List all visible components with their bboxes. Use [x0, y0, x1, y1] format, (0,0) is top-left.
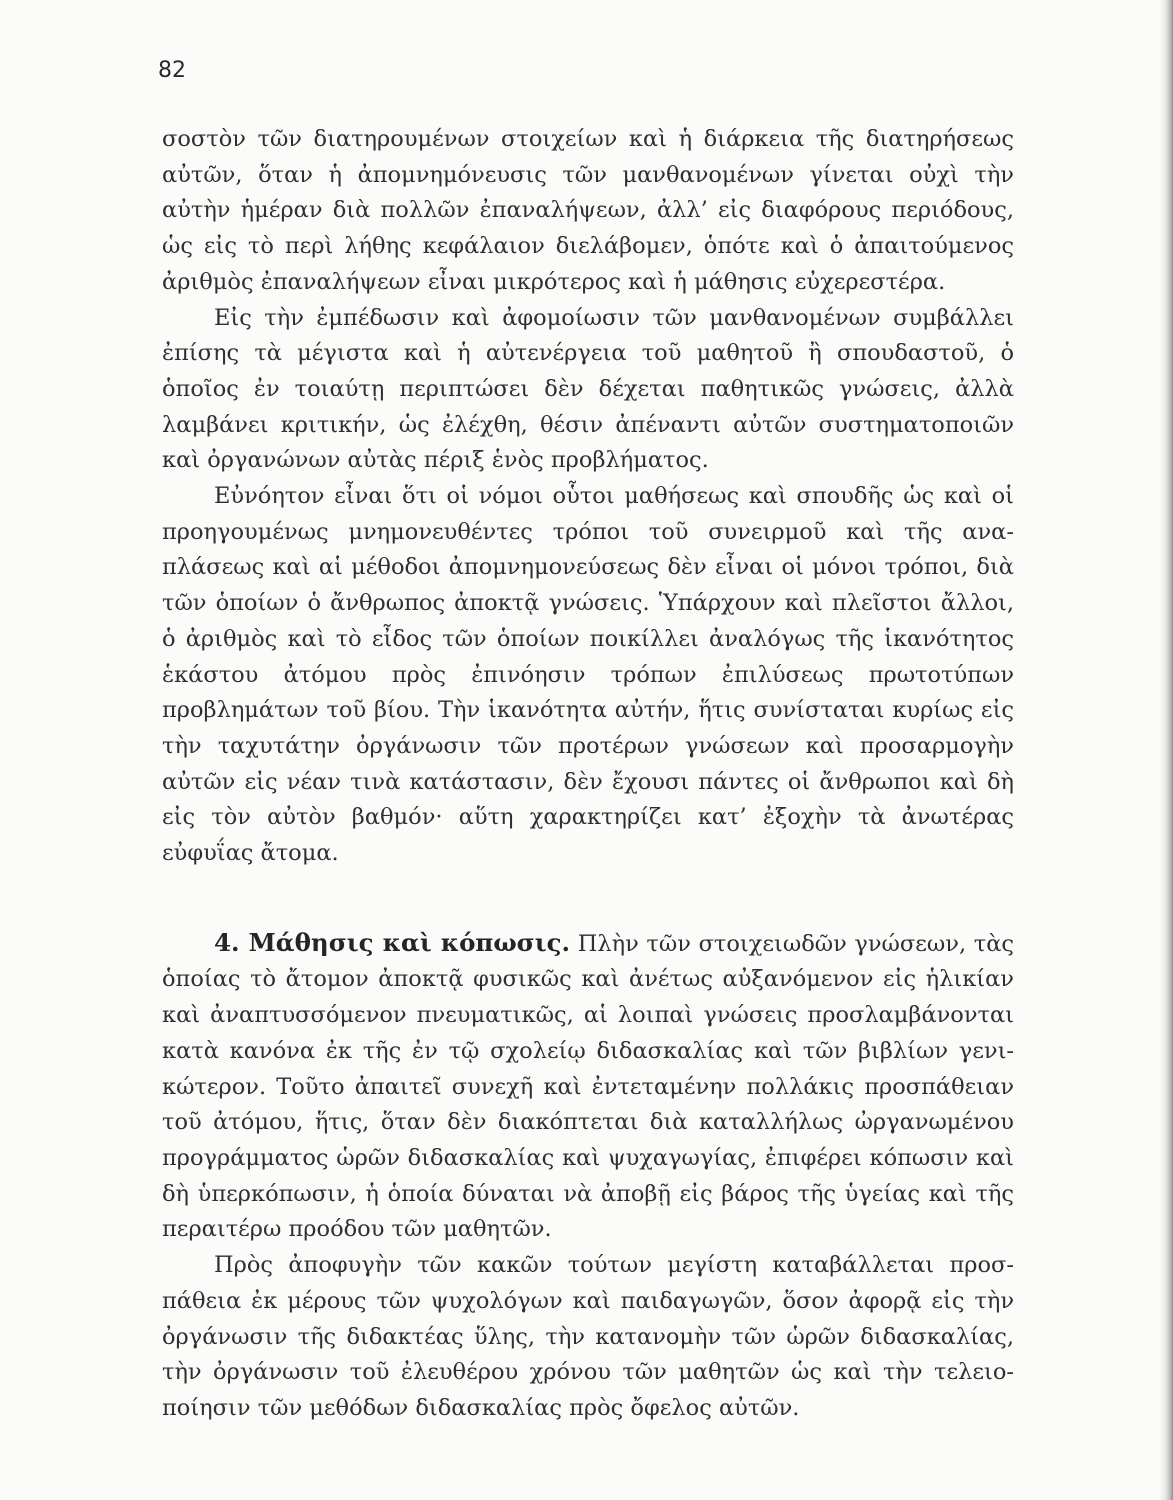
page-body	[162, 122, 1014, 1427]
paragraph-continuation: σοστὸν τῶν διατηρουμένων στοιχείων καὶ ἡ διάρκεια τῆς διατηρήσεως αὐτῶν, ὅταν ἡ ἀπομνημόνευσις τῶν μανθανομένων γίνεται οὐχὶ τὴν αὐτὴν ἡμέραν διὰ πολλῶν ἐπαναλήψεων, ἀλλ’ εἰς διαφόρους περιόδους, ὡς εἰς τὸ περὶ λήθης κεφάλαιον διελάβομεν, ὁπότε καὶ ὁ ἀπαιτούμενος ἀριθμὸς ἐπαναλήψεων εἶναι μικρότερος καὶ ἡ μάθησις εὐχερεστέρα.	[162, 126, 1014, 295]
page-edge-shadow	[1159, 0, 1173, 1500]
section-4-text: Πλὴν τῶν στοιχειωδῶν γνώσεων, τὰς ὁποίας τὸ ἄτομον ἀποκτᾷ φυσικῶς καὶ ἀνέτως αὐξανόμενον εἰς ἡλικίαν καὶ ἀναπτυσσόμενον πνευματικῶς, αἱ λοιπαὶ γνώσεις προσλαμβάνονται κατὰ κανόνα ἐκ τῆς ἐν τῷ σχολείῳ διδασκαλίας καὶ τῶν βιβλίων γενικώτερον. Τοῦτο ἀπαιτεῖ συνεχῆ καὶ ἐντεταμένην πολλάκις προσπάθειαν τοῦ ἀτόμου, ἥτις, ὅταν δὲν διακόπτεται διὰ καταλλήλως ὠργανωμένου προγράμματος ὡρῶν διδασκαλίας καὶ ψυχαγωγίας, ἐπιφέρει κόπωσιν καὶ δὴ ὑπερκόπωσιν, ἡ ὁποία δύναται νὰ ἀποβῇ εἰς βάρος τῆς ὑγείας καὶ τῆς περαιτέρω προόδου τῶν μαθητῶν.	[162, 930, 1014, 1243]
section-heading: 4. Μάθησις καὶ κόπωσις.	[214, 927, 571, 957]
paragraph-other-ways: Εὐνόητον εἶναι ὅτι οἱ νόμοι οὗτοι μαθήσεως καὶ σπουδῆς ὡς καὶ οἱ προηγουμένως μνημονευθέντες τρόποι τοῦ συνειρμοῦ καὶ τῆς αναπλάσεως καὶ αἱ μέθοδοι ἀπομνημονεύσεως δὲν εἶναι οἱ μόνοι τρόποι, διὰ τῶν ὁποίων ὁ ἄνθρωπος ἀποκτᾷ γνώσεις. Ὑπάρχουν καὶ πλεῖστοι ἄλλοι, ὁ ἀριθμὸς καὶ τὸ εἶδος τῶν ὁποίων ποικίλλει ἀναλόγως τῆς ἱκανότητος ἑκάστου ἀτόμου πρὸς ἐπινόησιν τρόπων ἐπιλύσεως πρωτοτύπων προβλημάτων τοῦ βίου. Τὴν ἱκανότητα αὐτήν, ἥτις συνίσταται κυρίως εἰς τὴν ταχυτάτην ὀργάνωσιν τῶν προτέρων γνώσεων καὶ προσαρμογὴν αὐτῶν εἰς νέαν τινὰ κατάστασιν, δὲν ἔχουσι πάντες οἱ ἄνθρωποι καὶ δὴ εἰς τὸν αὐτὸν βαθμόν· αὕτη χαρακτηρίζει κατ’ ἐξοχὴν τὰ ἀνωτέρας εὐφυΐας ἄτομα.	[162, 483, 1014, 867]
paragraph-prevention: Πρὸς ἀποφυγὴν τῶν κακῶν τούτων μεγίστη καταβάλλεται προσπάθεια ἐκ μέρους τῶν ψυχολόγων καὶ παιδαγωγῶν, ὅσον ἀφορᾷ εἰς τὴν ὀργάνωσιν τῆς διδακτέας ὕλης, τὴν κατανομὴν τῶν ὡρῶν διδασκαλίας, τὴν ὀργάνωσιν τοῦ ἐλευθέρου χρόνου τῶν μαθητῶν ὡς καὶ τὴν τελειοποίησιν τῶν μεθόδων διδασκαλίας πρὸς ὄφελος αὐτῶν.	[162, 1252, 1014, 1421]
section-spacer	[162, 872, 1014, 925]
paragraph-self-activity: Εἰς τὴν ἐμπέδωσιν καὶ ἀφομοίωσιν τῶν μανθανομένων συμβάλλει ἐπίσης τὰ μέγιστα καὶ ἡ αὐτενέργεια τοῦ μαθητοῦ ἢ σπουδαστοῦ, ὁ ὁποῖος ἐν τοιαύτῃ περιπτώσει δὲν δέχεται παθητικῶς γνώσεις, ἀλλὰ λαμβάνει κριτικήν, ὡς ἐλέχθη, θέσιν ἀπέναντι αὐτῶν συστηματοποιῶν καὶ ὀργανώνων αὐτὰς πέριξ ἑνὸς προβλήματος.	[162, 304, 1014, 474]
section-4-paragraph	[162, 925, 1014, 1248]
page-number: 82	[158, 58, 186, 83]
